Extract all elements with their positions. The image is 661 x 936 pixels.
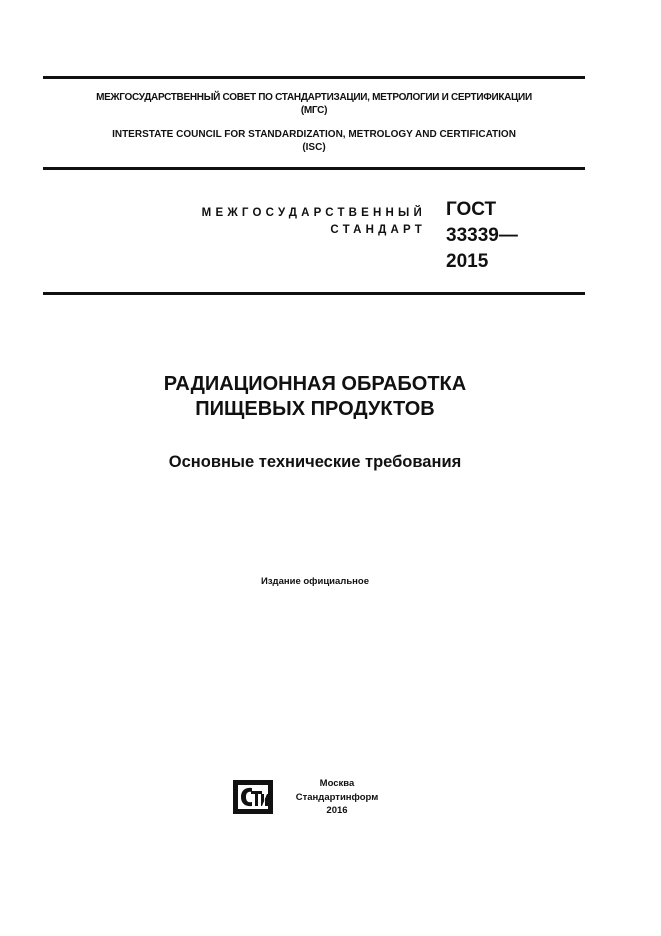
publisher-block [284,777,390,818]
edition-note: Издание официальное [261,576,369,587]
document-title-line2: ПИЩЕВЫХ ПРОДУКТОВ [195,398,435,420]
publisher-name: Стандартинформ [295,791,379,803]
gost-label: ГОСТ [446,199,497,220]
standard-kind-line1: МЕЖГОСУДАРСТВЕННЫЙ [201,207,426,219]
council-name-en-text: INTERSTATE COUNCIL FOR STANDARDIZATION, METROLOGY AND CERTIFICATION [112,129,516,140]
council-abbr-ru: (МГС) [300,105,328,116]
council-name-ru-text: МЕЖГОСУДАРСТВЕННЫЙ СОВЕТ ПО СТАНДАРТИЗАЦИИ, МЕТРОЛОГИИ И СЕРТИФИКАЦИИ [96,92,532,103]
standartinform-logo-icon [232,779,274,815]
council-name-ru [43,91,585,117]
document-subtitle: Основные технические требования [168,453,462,471]
standard-kind-line2: СТАНДАРТ [330,224,426,236]
council-abbr-en: (ISC) [302,142,326,153]
council-name-en [43,128,585,154]
designation-bottom-rule [43,292,585,295]
standard-kind [130,205,426,239]
header-bottom-rule [43,167,585,170]
document-title [90,372,540,422]
top-rule [43,76,585,79]
document-title-line1: РАДИАЦИОННАЯ ОБРАБОТКА [163,373,467,395]
gost-year: 2015 [446,251,489,272]
gost-number: 33339— [446,225,518,246]
publisher-year: 2016 [326,805,348,816]
gost-designation [446,197,518,275]
publisher-city: Москва [319,778,355,789]
